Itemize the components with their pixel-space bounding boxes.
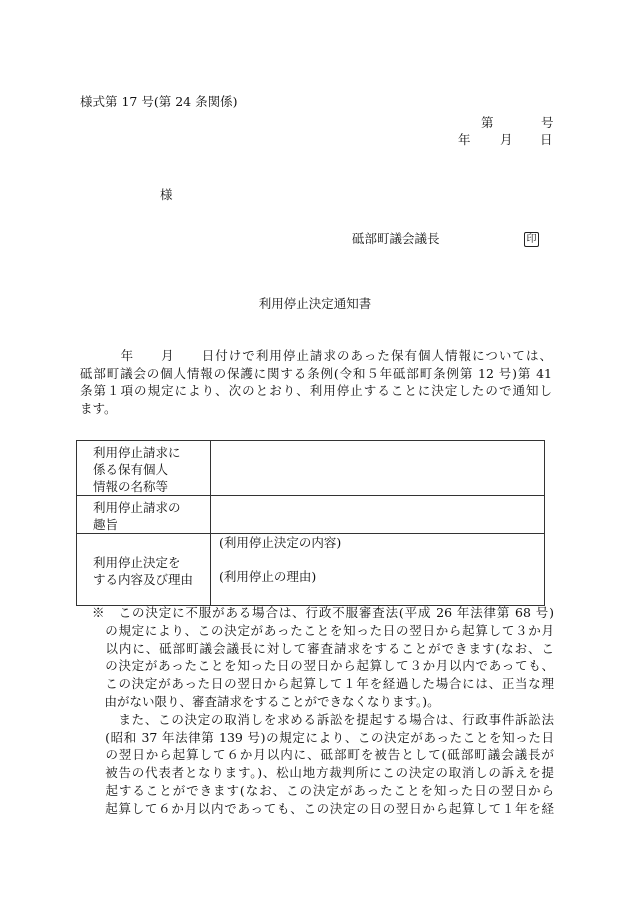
body-line: 砥部町議会の個人情報の保護に関する条例(令和５年砥部町条例第 12 号)第 41	[80, 365, 552, 381]
decision-reason-label: (利用停止の理由)	[219, 569, 317, 584]
notice-line: 由がない限り、審査請求をすることができなくなります。)。	[92, 693, 440, 709]
row-value-request-purpose	[211, 496, 545, 534]
doc-no-prefix: 第	[481, 115, 494, 130]
date-year: 年	[458, 132, 471, 147]
notice-line: 起算して６か月以内であっても、この決定の日の翌日から起算して１年を経	[92, 800, 554, 816]
notice-line: 被告の代表者となります。)、松山地方裁判所にこの決定の取消しの訴えを提	[92, 765, 554, 781]
document-title: 利用停止決定通知書	[258, 296, 372, 311]
notice-line: この決定があった日の翌日から起算して１年を経過した場合には、正当な理	[92, 676, 554, 692]
table-row	[77, 496, 545, 534]
body-line: 年 月 日付けで利用停止請求のあった保有個人情報については、	[80, 348, 552, 363]
info-table	[76, 440, 545, 606]
notice-line: 起することができます(なお、この決定があったことを知った日の翌日から	[92, 782, 554, 798]
notice-line: (昭和 37 年法律第 139 号)の規定により、この決定があったことを知った日	[92, 729, 554, 745]
row-label-request-purpose	[77, 496, 211, 534]
seal-mark: 印	[524, 232, 539, 247]
addressee: 様	[160, 187, 173, 202]
row-value-info-name	[211, 441, 545, 496]
notice-line: の規定により、この決定があったことを知った日の翌日から起算して３か月	[92, 622, 554, 638]
doc-no-suffix: 号	[541, 115, 554, 130]
label-line: 係る保有個人	[93, 462, 169, 477]
date-month: 月	[500, 132, 513, 147]
row-value-decision	[211, 534, 545, 606]
label-line: 利用停止決定を	[93, 555, 181, 570]
table-row	[77, 534, 545, 606]
notice-line: 以内に、砥部町議会議長に対して審査請求をすることができます(なお、こ	[92, 640, 554, 656]
notice-line: の決定があったことを知った日の翌日から起算して３か月以内であっても、	[92, 658, 554, 674]
label-line: 利用停止請求の	[93, 500, 181, 515]
notice-line: の翌日から起算して６か月以内に、砥部町を被告として(砥部町議会議長が	[92, 747, 554, 763]
row-label-decision	[77, 534, 211, 606]
form-number: 様式第 17 号(第 24 条関係)	[80, 94, 238, 109]
notice-section	[92, 607, 554, 821]
notice-line: ※ この決定に不服がある場合は、行政不服審査法(平成 26 年法律第 68 号)	[92, 605, 554, 620]
notice-line: また、この決定の取消しを求める訴訟を提起する場合は、行政事件訴訟法	[92, 711, 554, 727]
body-paragraph	[80, 350, 552, 420]
label-line: 趣旨	[93, 517, 119, 532]
table-row	[77, 441, 545, 496]
row-label-info-name	[77, 441, 211, 496]
label-line: 情報の名称等	[93, 479, 169, 494]
body-line: ます。	[80, 400, 117, 416]
label-line: 利用停止請求に	[93, 445, 181, 460]
label-line: する内容及び理由	[93, 572, 194, 587]
date-day: 日	[540, 132, 553, 147]
body-line: 条第１項の規定により、次のとおり、利用停止することに決定したので通知し	[80, 383, 552, 398]
sender: 砥部町議会議長	[352, 231, 440, 246]
decision-content-label: (利用停止決定の内容)	[219, 535, 342, 550]
